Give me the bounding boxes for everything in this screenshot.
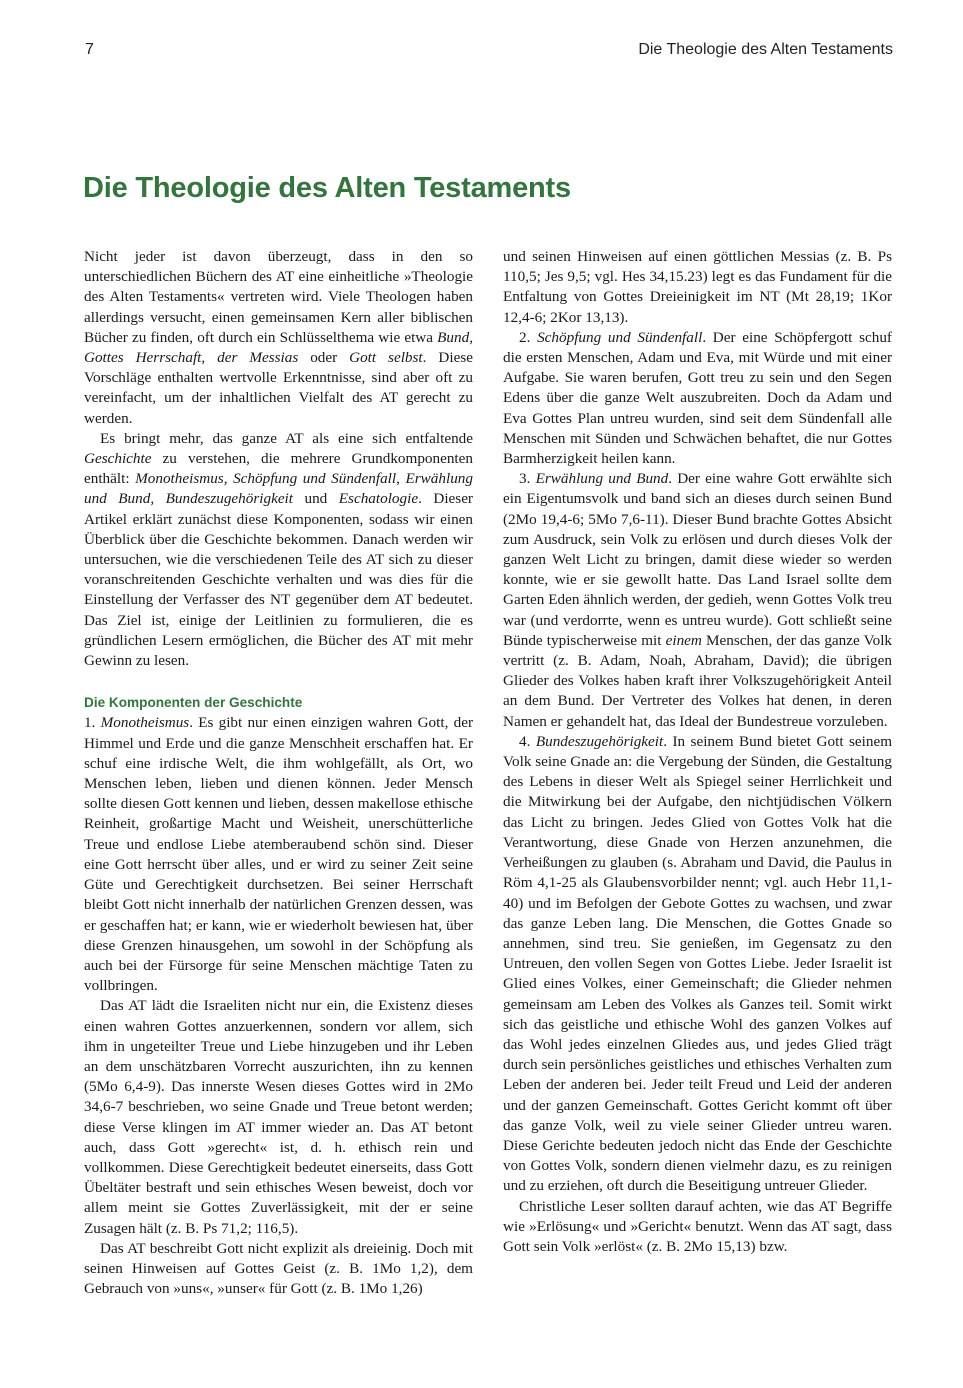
election-covenant-paragraph: 3. Erwählung und Bund. Der eine wahre Gott erwählte sich ein Eigentumsvolk und band sich an dieses durch seinen Bund (2Mo 19,4-6; 5Mo 7,6-11). Dieser Bund brachte Gottes Absicht zum Ausdruck, sein Volk zu erlösen und durch dieses Volk der ganzen Welt Licht zu bringen, damit diese wieder so werden konnte, wie er sie gewollt hatte. Das Land Israel sollte dem Garten Eden ähnlich werden, der gedieh, wenn Gottes Volk treu war (und verdorrte, wenn es untreu wurde). Gott schließt seine Bünde typischerweise mit einem Menschen, der das ganze Volk vertritt (z. B. Adam, Noah, Abraham, David); die übrigen Glieder des Volkes haben kraft ihrer Volkszugehörigkeit Anteil an dem Bund. Der Vertreter des Volkes hat denen, in deren Namen er gehandelt hat, das Ideal der Bundestreue vorzuleben. (503, 470, 893, 730)
running-head (85, 41, 893, 63)
right-column (503, 247, 892, 1257)
body-paragraph: und seinen Hinweisen auf einen göttlichen Messias (z. B. Ps 110,5; Jes 9,5; vgl. Hes 34,15.23) legt es das Fundament für die Entfaltung von Gottes Dreieinigkeit im NT (Mt 28,19; 1Kor 12,4-6; 2Kor 13,13). (503, 248, 892, 326)
overview-paragraph: Es bringt mehr, das ganze AT als eine sich entfaltende Geschichte zu verstehen, die mehrere Grundkomponenten enthält: Monotheismus, Schöpfung und Sündenfall, Erwählung und Bund, Bundeszugehörigkeit und Eschatologie. Dieser Artikel erklärt zunächst diese Komponenten, sodass wir einen Überblick über die Geschichte bekommen. Danach werden wir untersuchen, wie die verschiedenen Teile des AT sich zu dieser voranschreitenden Geschichte verhalten und was dies für die Einstellung der Verfasser des NT gegenüber dem AT bedeutet. Das Ziel ist, einige der Leitlinien zu formulieren, die es gründlichen Lesern ermöglichen, die Bücher des AT mit mehr Gewinn zu lesen. (84, 429, 473, 670)
body-paragraph: Das AT beschreibt Gott nicht explizit als dreieinig. Doch mit seinen Hinweisen auf Gottes Geist (z. B. 1Mo 1,2), dem Gebrauch von »uns«, »unser« für Gott (z. B. 1Mo 1,26) (84, 1239, 473, 1298)
page-title: Die Theologie des Alten Testaments (83, 172, 571, 204)
covenant-membership-paragraph: 4. Bundeszugehörigkeit. In seinem Bund bietet Gott seinem Volk seine Gnade an: die Vergebung der Sünden, die Gestaltung des Lebens in dieser Welt als Spiegel seiner Herrlichkeit und die Mitwirkung bei der Aufgabe, den nichtjüdischen Völkern das Licht zu bringen. Jedes Glied von Gottes Volk hat die Verantwortung, diese Gnade von Herzen anzunehmen, die Verheißungen zu glauben (s. Abraham und David, die Paulus in Röm 4,1-25 als Glaubensvorbilder nennt; vgl. auch Hebr 11,1-40) und im Befolgen der Gebote Gottes zu wachsen, und zwar das ganze Leben lang. Die Menschen, die Gottes Gnade so annehmen, sind treu. Sie genießen, im Gegensatz zu den Untreuen, den vollen Segen von Gottes Liebe. Jeder Israelit ist Glied eines Volkes, einer Gemeinschaft; die Glieder nehmen gemeinsam am Leben des Volkes als Ganzes teil. Somit wirkt sich das geistliche und ethische Wohl des ganzen Volkes auf das Wohl jedes einzelnen Gliedes aus, und jedes Glied trägt durch sein persönliches geistliches und ethisches Verhalten zum Leben der anderen bei. Jeder teilt Freud und Leid der anderen und der ganzen Gemeinschaft. Gottes Gericht kommt oft über das ganze Volk, weil zu viele seiner Glieder untreu waren. Diese Gerichte bedeuten jedoch nicht das Ende der Geschichte von Gottes Volk, sondern dienen vielmehr dazu, es zu reinigen und zu erziehen, oft durch die Beseitigung untreuer Glieder. (503, 732, 893, 1195)
monotheism-paragraph: 1. Monotheismus. Es gibt nur einen einzigen wahren Gott, der Himmel und Erde und die ganze Menschheit erschaffen hat. Er schuf eine irdische Welt, die ihm wohlgefällt, als Ort, wo Menschen leben, lieben und dienen können. Jeder Mensch sollte diesen Gott kennen und lieben, dessen makellose ethische Reinheit, großartige Macht und Weisheit, unerschütterliche Treue und endlose Liebe atemberaubend schön sind. Dieser eine Gott herrscht über alles, und er wird zu seiner Zeit seine Güte und Gerechtigkeit durchsetzen. Bei seiner Herrschaft bleibt Gott nicht innerhalb der natürlichen Grenzen dessen, was er geschaffen hat; er kann, wie er wiederholt bewiesen hat, über diese Grenzen hinausgehen, um sowohl in der Schöpfung als auch bei der Fürsorge für seine Menschen mächtige Taten zu vollbringen. (84, 714, 473, 995)
body-paragraph: Christliche Leser sollten darauf achten, wie das AT Begriffe wie »Erlösung« und »Gericht« benutzt. Wenn das AT sagt, dass Gott sein Volk »erlöst« (z. B. 2Mo 15,13) bzw. (503, 1197, 892, 1255)
left-column (84, 247, 473, 1299)
section-heading: Die Komponenten der Geschichte (84, 695, 303, 711)
intro-paragraph: Nicht jeder ist davon überzeugt, dass in den so unterschiedlichen Büchern des AT eine einheitliche »Theologie des Alten Testaments« vertreten wird. Viele Theologen haben allerdings versucht, einen gemeinsamen Kern aller biblischen Bücher zu finden, oft durch ein Schlüsselthema wie etwa Bund, Gottes Herrschaft, der Messias oder Gott selbst. Diese Vorschläge enthalten wertvolle Erkenntnisse, sind aber oft zu vereinfacht, um der inhaltlichen Vielfalt des AT gerecht zu werden. (84, 248, 473, 427)
creation-fall-paragraph: 2. Schöpfung und Sündenfall. Der eine Schöpfergott schuf die ersten Menschen, Adam und Eva, mit Würde und mit einer Aufgabe. Sie waren berufen, Gott treu zu sein und den Segen Edens über die ganze Welt auszubreiten. Doch da Adam und Eva Gottes Plan untreu wurden, sind seit dem Sündenfall alle Menschen mit Sünden und Schwächen behaftet, die nur Gottes Barmherzigkeit heilen kann. (503, 328, 892, 468)
page-number: 7 (85, 41, 94, 58)
running-head-title: Die Theologie des Alten Testaments (638, 41, 893, 58)
body-paragraph: Das AT lädt die Israeliten nicht nur ein, die Existenz dieses einen wahren Gottes anzuerkennen, sondern vor allem, sich ihm in ungeteilter Treue und Liebe hinzugeben und ihr Leben an dem unschätzbaren Vorrecht auszurichten, ihn zu kennen (5Mo 6,4-9). Das innerste Wesen dieses Gottes wird in 2Mo 34,6-7 beschrieben, wo seine Gnade und Treue betont werden; diese Verse klingen im AT immer wieder an. Das AT betont auch, dass Gott »gerecht« ist, d. h. ethisch rein und vollkommen. Diese Gerechtigkeit bedeutet einerseits, dass Gott Übeltäter bestraft und sein ethisches Wesen beweist, doch vor allem meint sie Gottes Zuverlässigkeit, mit der er seine Zusagen hält (z. B. Ps 71,2; 116,5). (84, 997, 473, 1237)
